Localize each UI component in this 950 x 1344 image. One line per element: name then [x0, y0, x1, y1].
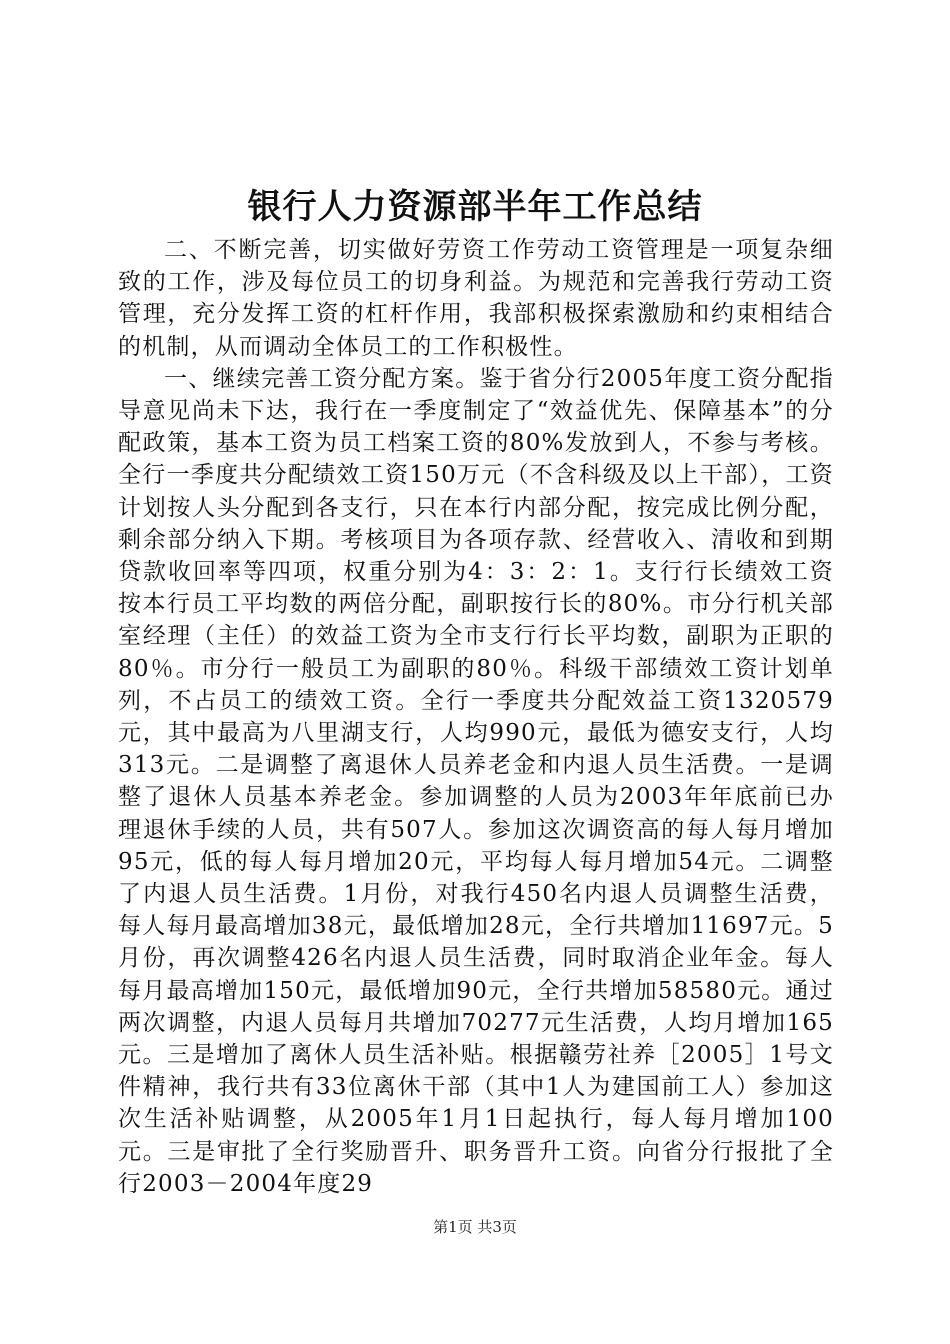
paragraph-1: 二、不断完善，切实做好劳资工作劳动工资管理是一项复杂细致的工作，涉及每位员工的切身利益。为规范和完善我行劳动工资管理，充分发挥工资的杠杆作用，我部积极探索激励和约束相结合的机制，从而调动全体员工的工作积极性。 — [118, 237, 834, 360]
page-footer: 第1页 共3页 — [433, 1218, 517, 1236]
document-title: 银行人力资源部半年工作总结 — [247, 187, 703, 227]
document-body — [118, 234, 834, 1200]
paragraph-2: 一、继续完善工资分配方案。鉴于省分行2005年度工资分配指导意见尚未下达，我行在一季度制定了“效益优先、保障基本”的分配政策，基本工资为员工档案工资的80%发放到人，不参与考核。全行一季度共分配绩效工资150万元（不含科级及以上干部），工资计划按人头分配到各支行，只在本行内部分配，按完成比例分配，剩余部分纳入下期。考核项目为各项存款、经营收入、清收和到期贷款收回率等四项，权重分别为4：3：2：1。支行行长绩效工资按本行员工平均数的两倍分配，副职按行长的80%。市分行机关部室经理（主任）的效益工资为全市支行行长平均数，副职为正职的80％。市分行一般员工为副职的80％。科级干部绩效工资计划单列，不占员工的绩效工资。全行一季度共分配效益工资1320579元，其中最高为八里湖支行，人均990元，最低为德安支行，人均313元。二是调整了离退休人员养老金和内退人员生活费。一是调整了退休人员基本养老金。参加调整的人员为2003年年底前已办理退休手续的人员，共有507人。参加这次调资高的每人每月增加95元，低的每人每月增加20元，平均每人每月增加54元。二调整了内退人员生活费。1月份，对我行450名内退人员调整生活费，每人每月最高增加38元，最低增加28元，全行共增加11697元。5月份，再次调整426名内退人员生活费，同时取消企业年金。每人每月最高增加150元，最低增加90元，全行共增加58580元。通过两次调整，内退人员每月共增加70277元生活费，人均月增加165元。三是增加了离休人员生活补贴。根据赣劳社养［2005］1号文件精神，我行共有33位离休干部（其中1人为建国前工人）参加这次生活补贴调整，从2005年1月1日起执行，每人每月增加100元。三是审批了全行奖励晋升、职务晋升工资。向省分行报批了全行2003－2004年度29 — [118, 365, 834, 1197]
